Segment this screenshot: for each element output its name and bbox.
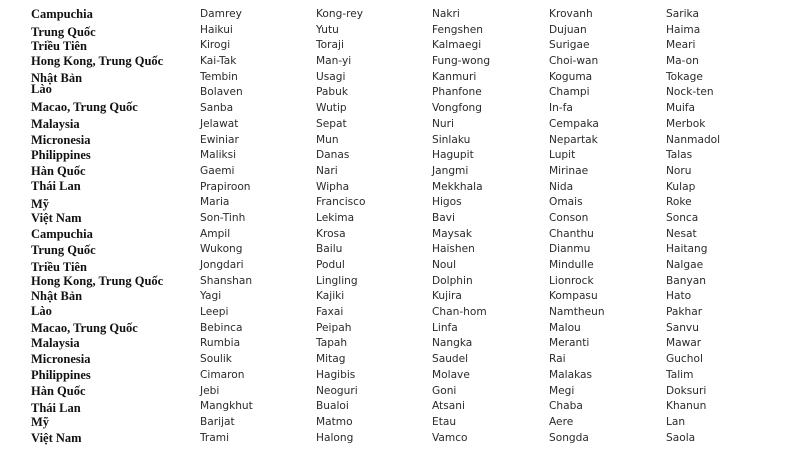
typhoon-name: Talim: [666, 368, 694, 381]
table-row: [0, 23, 800, 39]
country-name: Nhật Bản: [31, 289, 83, 304]
typhoon-name: Ewiniar: [200, 133, 239, 146]
table-row: [0, 242, 800, 258]
typhoon-name: Haitang: [666, 243, 708, 256]
table-row: [0, 195, 800, 211]
typhoon-name: Kompasu: [549, 290, 598, 303]
typhoon-name: Lekima: [316, 211, 355, 224]
typhoon-name: Meranti: [549, 337, 590, 350]
typhoon-name: Mawar: [666, 337, 702, 350]
typhoon-name: Namtheun: [549, 306, 605, 319]
typhoon-name: In-fa: [549, 102, 573, 115]
typhoon-name: Mirinae: [549, 164, 589, 177]
typhoon-name: Aere: [549, 415, 574, 428]
typhoon-name: Noru: [666, 164, 692, 177]
typhoon-name: Omais: [549, 196, 583, 209]
typhoon-name: Son-Tinh: [200, 211, 246, 224]
typhoon-name: Krosa: [316, 227, 346, 240]
typhoon-name: Haima: [666, 23, 701, 36]
country-name: Campuchia: [31, 226, 93, 241]
typhoon-name: Barijat: [200, 415, 235, 428]
table-row: [0, 415, 800, 431]
typhoon-name: Wipha: [316, 180, 350, 193]
typhoon-name: Nuri: [432, 117, 454, 130]
typhoon-name: Vongfong: [432, 102, 482, 115]
typhoon-name: Hato: [666, 290, 692, 303]
typhoon-name: Nari: [316, 164, 338, 177]
typhoon-name: Man-yi: [316, 55, 352, 68]
table-row: [0, 258, 800, 274]
table-row: [0, 164, 800, 180]
table-row: [0, 431, 800, 447]
country-name: Macao, Trung Quốc: [31, 100, 138, 115]
typhoon-name: Choi-wan: [549, 55, 599, 68]
table-row: [0, 101, 800, 117]
typhoon-name: Haikui: [200, 23, 233, 36]
typhoon-name: Nida: [549, 180, 574, 193]
typhoon-name: Mitag: [316, 353, 346, 366]
typhoon-name: Halong: [316, 431, 354, 444]
typhoon-name: Nesat: [666, 227, 697, 240]
typhoon-name: Roke: [666, 196, 692, 209]
typhoon-name: Noul: [432, 259, 457, 271]
table-row: [0, 38, 800, 54]
typhoon-name: Koguma: [549, 70, 593, 83]
country-name: Hong Kong, Trung Quốc: [31, 54, 164, 69]
table-row: [0, 305, 800, 321]
typhoon-name: Fung-wong: [432, 55, 491, 68]
typhoon-name: Bailu: [316, 243, 343, 256]
typhoon-name: Kong-rey: [316, 8, 364, 20]
country-name: Thái Lan: [31, 178, 81, 193]
typhoon-name: Podul: [316, 259, 345, 271]
typhoon-name: Ampil: [200, 227, 231, 240]
typhoon-name: Talas: [666, 149, 693, 162]
typhoon-name: Shanshan: [200, 274, 253, 287]
typhoon-name: Kajiki: [316, 290, 345, 303]
typhoon-name: Sonca: [666, 211, 699, 224]
typhoon-name: Surigae: [549, 39, 590, 52]
typhoon-name: Kalmaegi: [432, 39, 482, 52]
typhoon-name: Higos: [432, 196, 462, 209]
country-name: Việt Nam: [31, 430, 82, 445]
country-name: Triều Tiên: [31, 39, 87, 54]
typhoon-name: Krovanh: [549, 8, 593, 20]
country-name: Nhật Bản: [31, 70, 83, 85]
country-name: Micronesia: [31, 132, 91, 147]
typhoon-name: Tembin: [200, 70, 238, 83]
table-row: [0, 211, 800, 227]
typhoon-name: Maria: [200, 196, 230, 209]
typhoon-name: Toraji: [316, 39, 344, 52]
typhoon-name: Conson: [549, 211, 589, 224]
typhoon-name: Jangmi: [432, 164, 469, 177]
table-row: [0, 368, 800, 384]
typhoon-name: Nock-ten: [666, 86, 714, 99]
typhoon-name: Sinlaku: [432, 133, 471, 146]
typhoon-name: Jebi: [200, 384, 220, 397]
typhoon-name: Guchol: [666, 353, 703, 366]
typhoon-name: Lan: [666, 415, 686, 428]
typhoon-name: Mangkhut: [200, 400, 253, 413]
typhoon-name: Goni: [432, 384, 457, 397]
typhoon-name: Cimaron: [200, 368, 245, 381]
typhoon-name: Pakhar: [666, 306, 703, 319]
country-name: Việt Nam: [31, 210, 82, 225]
typhoon-name: Wukong: [200, 243, 243, 256]
typhoon-name: Rai: [549, 353, 566, 366]
typhoon-name: Kulap: [666, 180, 696, 193]
table-row: [0, 274, 800, 290]
country-name: Mỹ: [31, 414, 50, 429]
typhoon-name: Jelawat: [200, 117, 239, 130]
typhoon-name: Fengshen: [432, 23, 483, 36]
typhoon-name: Cempaka: [549, 117, 599, 130]
typhoon-name: Megi: [549, 384, 575, 397]
country-name: Mỹ: [31, 197, 50, 212]
country-name: Hàn Quốc: [31, 163, 86, 178]
typhoon-name: Soulik: [200, 353, 232, 366]
typhoon-name: Faxai: [316, 306, 344, 319]
typhoon-name: Dujuan: [549, 23, 587, 36]
country-name: Trung Quốc: [31, 24, 96, 39]
typhoon-name: Saola: [666, 431, 696, 444]
typhoon-name: Phanfone: [432, 86, 482, 99]
typhoon-name: Bualoi: [316, 400, 349, 413]
table-row: [0, 82, 800, 101]
typhoon-name: Banyan: [666, 274, 706, 287]
typhoon-name: Lionrock: [549, 274, 594, 287]
typhoon-name: Chaba: [549, 400, 583, 413]
table-row: [0, 148, 800, 164]
typhoon-name: Linfa: [432, 321, 458, 334]
typhoon-name: Saudel: [432, 353, 469, 366]
typhoon-name: Dolphin: [432, 274, 473, 287]
typhoon-name: Nalgae: [666, 259, 704, 271]
typhoon-name: Sanvu: [666, 321, 699, 334]
typhoon-name: Hagupit: [432, 149, 474, 162]
country-name: Hong Kong, Trung Quốc: [31, 273, 164, 288]
country-name: Campuchia: [31, 7, 93, 21]
typhoon-name: Pabuk: [316, 86, 348, 99]
typhoon-name: Gaemi: [200, 164, 235, 177]
typhoon-name: Trami: [200, 431, 230, 444]
typhoon-name: Lingling: [316, 274, 358, 287]
table-row: [0, 54, 800, 70]
typhoon-name: Mun: [316, 133, 339, 146]
country-name: Lào: [31, 304, 52, 319]
typhoon-name: Songda: [549, 431, 589, 444]
typhoon-name: Sepat: [316, 117, 347, 130]
country-name: Micronesia: [31, 352, 91, 367]
typhoon-name: Chanthu: [549, 227, 594, 240]
country-name: Philippines: [31, 367, 91, 382]
typhoon-name: Danas: [316, 149, 350, 162]
typhoon-name: Khanun: [666, 400, 707, 413]
typhoon-name: Kirogi: [200, 39, 231, 52]
typhoon-name: Yagi: [200, 290, 222, 303]
typhoon-names-table: [0, 7, 800, 446]
country-name: Macao, Trung Quốc: [31, 320, 138, 335]
typhoon-name: Atsani: [432, 400, 465, 413]
typhoon-name: Jongdari: [200, 259, 244, 271]
country-name: Thái Lan: [31, 401, 81, 416]
table-row: [0, 133, 800, 149]
typhoon-name: Merbok: [666, 117, 706, 130]
typhoon-name: Tokage: [666, 70, 703, 83]
typhoon-name: Sanba: [200, 102, 234, 115]
typhoon-name: Mindulle: [549, 259, 594, 271]
table-row: [0, 227, 800, 243]
typhoon-name: Nanmadol: [666, 133, 721, 146]
table-row: [0, 117, 800, 133]
typhoon-name: Malou: [549, 321, 581, 334]
country-name: Malaysia: [31, 336, 80, 351]
typhoon-name: Nepartak: [549, 133, 598, 146]
typhoon-name: Kujira: [432, 290, 462, 303]
typhoon-name: Molave: [432, 368, 470, 381]
typhoon-name: Dianmu: [549, 243, 591, 256]
typhoon-name: Chan-hom: [432, 306, 487, 319]
typhoon-name: Francisco: [316, 196, 366, 209]
typhoon-name: Meari: [666, 39, 696, 52]
typhoon-name: Bolaven: [200, 86, 243, 99]
typhoon-name: Maliksi: [200, 149, 237, 162]
typhoon-name: Lupit: [549, 149, 576, 162]
typhoon-name: Etau: [432, 415, 457, 428]
typhoon-name: Vamco: [432, 431, 468, 444]
table-row: [0, 336, 800, 352]
table-row: [0, 352, 800, 368]
typhoon-name: Doksuri: [666, 384, 707, 397]
typhoon-name: Nakri: [432, 8, 460, 20]
typhoon-name: Malakas: [549, 368, 593, 381]
table-row: [0, 321, 800, 337]
typhoon-name: Kanmuri: [432, 70, 477, 83]
typhoon-name: Ma-on: [666, 55, 699, 68]
typhoon-name: Bebinca: [200, 321, 243, 334]
country-name: Hàn Quốc: [31, 383, 86, 398]
typhoon-name: Kai-Tak: [200, 55, 237, 68]
typhoon-name: Rumbia: [200, 337, 241, 350]
typhoon-name: Sarika: [666, 8, 699, 20]
typhoon-name: Peipah: [316, 321, 352, 334]
typhoon-name: Tapah: [316, 337, 348, 350]
typhoon-name: Yutu: [316, 23, 339, 36]
table-row: [0, 70, 800, 86]
country-name: Trung Quốc: [31, 243, 96, 258]
typhoon-name: Neoguri: [316, 384, 358, 397]
country-name: Malaysia: [31, 116, 80, 131]
country-name: Lào: [31, 82, 52, 97]
typhoon-name: Mekkhala: [432, 180, 483, 193]
typhoon-name: Muifa: [666, 102, 696, 115]
table-row: [0, 180, 800, 196]
table-row: [0, 399, 800, 415]
table-row: [0, 384, 800, 400]
typhoon-name: Maysak: [432, 227, 473, 240]
typhoon-name: Haishen: [432, 243, 475, 256]
typhoon-name: Hagibis: [316, 368, 356, 381]
country-name: Philippines: [31, 148, 91, 163]
typhoon-name: Leepi: [200, 306, 229, 319]
typhoon-name: Prapiroon: [200, 180, 251, 193]
typhoon-name: Damrey: [200, 8, 242, 20]
country-name: Triều Tiên: [31, 260, 87, 274]
typhoon-name: Bavi: [432, 211, 455, 224]
table-row: [0, 7, 800, 23]
typhoon-name: Wutip: [316, 102, 347, 115]
typhoon-name: Matmo: [316, 415, 353, 428]
typhoon-name: Champi: [549, 86, 590, 99]
typhoon-name: Usagi: [316, 70, 346, 83]
table-row: [0, 289, 800, 305]
typhoon-name: Nangka: [432, 337, 473, 350]
